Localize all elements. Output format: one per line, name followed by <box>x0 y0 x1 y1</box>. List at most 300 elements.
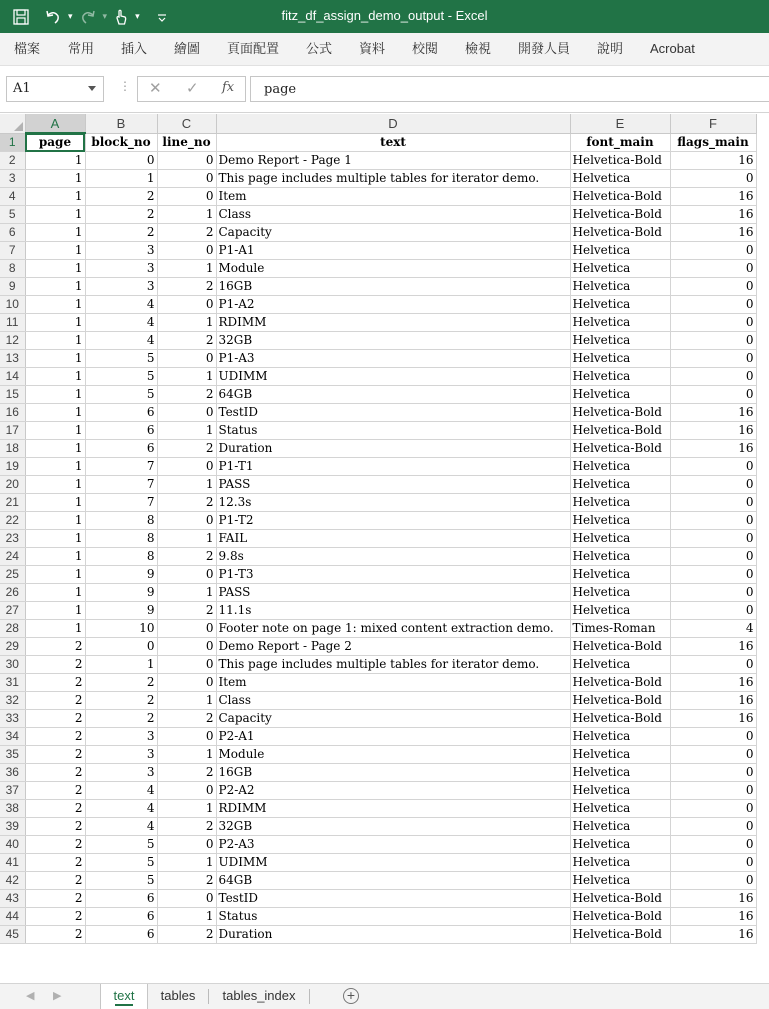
cell-f[interactable]: 16 <box>670 908 756 926</box>
cell-b[interactable]: 4 <box>85 314 157 332</box>
row-header[interactable]: 1 <box>0 133 25 152</box>
cell-e[interactable]: Helvetica-Bold <box>570 710 670 728</box>
cell-b[interactable]: 3 <box>85 242 157 260</box>
cell-c[interactable]: 0 <box>157 566 216 584</box>
cell-b[interactable]: 3 <box>85 746 157 764</box>
cell-f[interactable]: 16 <box>670 926 756 944</box>
cell-b[interactable]: 10 <box>85 620 157 638</box>
cell-a[interactable]: 1 <box>25 188 85 206</box>
cell-e[interactable]: Helvetica <box>570 800 670 818</box>
cell-f[interactable]: 16 <box>670 692 756 710</box>
column-header-e[interactable]: E <box>570 114 670 133</box>
cell-c[interactable]: 0 <box>157 188 216 206</box>
cell-e[interactable]: Helvetica-Bold <box>570 224 670 242</box>
cell-d[interactable]: 11.1s <box>216 602 570 620</box>
cell-a[interactable]: 1 <box>25 368 85 386</box>
cell-d[interactable]: Class <box>216 206 570 224</box>
formula-input[interactable]: page <box>250 76 769 102</box>
cell-f[interactable]: 0 <box>670 782 756 800</box>
cell-a1[interactable]: page <box>25 133 85 152</box>
cell-f[interactable]: 0 <box>670 764 756 782</box>
cell-f[interactable]: 16 <box>670 152 756 170</box>
cell-d[interactable]: Status <box>216 422 570 440</box>
cell-f[interactable]: 0 <box>670 872 756 890</box>
tab-acrobat[interactable]: Acrobat <box>650 41 695 56</box>
cell-b[interactable]: 1 <box>85 170 157 188</box>
row-header[interactable]: 3 <box>0 170 25 188</box>
chevron-down-icon[interactable] <box>88 86 96 91</box>
tab-review[interactable]: 校閱 <box>412 41 439 56</box>
cell-d[interactable]: RDIMM <box>216 314 570 332</box>
cell-c[interactable]: 2 <box>157 818 216 836</box>
cell-e[interactable]: Helvetica-Bold <box>570 188 670 206</box>
cell-f[interactable]: 0 <box>670 458 756 476</box>
cell-b[interactable]: 7 <box>85 458 157 476</box>
cell-d1[interactable]: text <box>216 133 570 152</box>
row-header[interactable]: 34 <box>0 728 25 746</box>
cell-c[interactable]: 0 <box>157 296 216 314</box>
cell-c[interactable]: 1 <box>157 314 216 332</box>
row-header[interactable]: 28 <box>0 620 25 638</box>
cell-a[interactable]: 1 <box>25 242 85 260</box>
cell-d[interactable]: Class <box>216 692 570 710</box>
cell-c1[interactable]: line_no <box>157 133 216 152</box>
cell-f[interactable]: 16 <box>670 422 756 440</box>
cell-c[interactable]: 2 <box>157 764 216 782</box>
cell-e[interactable]: Helvetica-Bold <box>570 404 670 422</box>
row-header[interactable]: 26 <box>0 584 25 602</box>
cell-e[interactable]: Helvetica <box>570 602 670 620</box>
row-header[interactable]: 40 <box>0 836 25 854</box>
cell-e[interactable]: Helvetica-Bold <box>570 926 670 944</box>
cell-f[interactable]: 0 <box>670 476 756 494</box>
cell-d[interactable]: Module <box>216 746 570 764</box>
cell-f[interactable]: 0 <box>670 332 756 350</box>
cell-c[interactable]: 2 <box>157 224 216 242</box>
cell-d[interactable]: Module <box>216 260 570 278</box>
cell-f[interactable]: 16 <box>670 224 756 242</box>
cell-b[interactable]: 4 <box>85 818 157 836</box>
cell-f[interactable]: 0 <box>670 386 756 404</box>
cell-d[interactable]: 9.8s <box>216 548 570 566</box>
cell-d[interactable]: P2-A1 <box>216 728 570 746</box>
cell-b[interactable]: 7 <box>85 476 157 494</box>
cell-a[interactable]: 1 <box>25 548 85 566</box>
cell-d[interactable]: 32GB <box>216 818 570 836</box>
cell-d[interactable]: Demo Report - Page 2 <box>216 638 570 656</box>
cell-e[interactable]: Helvetica <box>570 782 670 800</box>
cell-a[interactable]: 2 <box>25 638 85 656</box>
cell-c[interactable]: 2 <box>157 494 216 512</box>
tab-formulas[interactable]: 公式 <box>306 41 333 56</box>
row-header[interactable]: 11 <box>0 314 25 332</box>
cell-f1[interactable]: flags_main <box>670 133 756 152</box>
cell-b[interactable]: 3 <box>85 764 157 782</box>
cell-e[interactable]: Helvetica <box>570 836 670 854</box>
row-header[interactable]: 36 <box>0 764 25 782</box>
cell-c[interactable]: 2 <box>157 872 216 890</box>
cell-d[interactable]: Duration <box>216 926 570 944</box>
enter-icon[interactable]: ✓ <box>186 80 199 97</box>
cell-f[interactable]: 16 <box>670 440 756 458</box>
cell-f[interactable]: 0 <box>670 350 756 368</box>
cell-c[interactable]: 1 <box>157 584 216 602</box>
row-header[interactable]: 5 <box>0 206 25 224</box>
cell-e[interactable]: Helvetica <box>570 386 670 404</box>
cell-d[interactable]: Demo Report - Page 1 <box>216 152 570 170</box>
cell-d[interactable]: P1-T3 <box>216 566 570 584</box>
cell-f[interactable]: 0 <box>670 728 756 746</box>
cell-f[interactable]: 0 <box>670 818 756 836</box>
cell-d[interactable]: TestID <box>216 890 570 908</box>
cell-a[interactable]: 2 <box>25 926 85 944</box>
cell-c[interactable]: 2 <box>157 548 216 566</box>
cell-f[interactable]: 0 <box>670 278 756 296</box>
row-header[interactable]: 25 <box>0 566 25 584</box>
cell-d[interactable]: 64GB <box>216 386 570 404</box>
cell-f[interactable]: 16 <box>670 674 756 692</box>
tab-file[interactable]: 檔案 <box>14 41 41 56</box>
cell-b[interactable]: 2 <box>85 188 157 206</box>
cell-a[interactable]: 2 <box>25 854 85 872</box>
cell-e[interactable]: Helvetica <box>570 242 670 260</box>
row-header[interactable]: 45 <box>0 926 25 944</box>
cell-d[interactable]: Capacity <box>216 224 570 242</box>
cell-a[interactable]: 1 <box>25 440 85 458</box>
cell-c[interactable]: 0 <box>157 836 216 854</box>
row-header[interactable]: 2 <box>0 152 25 170</box>
row-header[interactable]: 31 <box>0 674 25 692</box>
cell-a[interactable]: 1 <box>25 386 85 404</box>
sheet-tab-tables[interactable]: tables <box>160 988 196 1003</box>
column-header-d[interactable]: D <box>216 114 570 133</box>
row-header[interactable]: 12 <box>0 332 25 350</box>
cell-f[interactable]: 0 <box>670 260 756 278</box>
cell-a[interactable]: 1 <box>25 206 85 224</box>
cell-d[interactable]: UDIMM <box>216 368 570 386</box>
cell-a[interactable]: 2 <box>25 674 85 692</box>
cell-b[interactable]: 7 <box>85 494 157 512</box>
cell-f[interactable]: 0 <box>670 530 756 548</box>
row-header[interactable]: 27 <box>0 602 25 620</box>
cell-a[interactable]: 1 <box>25 314 85 332</box>
row-header[interactable]: 35 <box>0 746 25 764</box>
cell-a[interactable]: 2 <box>25 692 85 710</box>
cancel-icon[interactable]: ✕ <box>149 80 162 97</box>
cell-a[interactable]: 2 <box>25 836 85 854</box>
cell-b[interactable]: 3 <box>85 260 157 278</box>
cell-a[interactable]: 1 <box>25 170 85 188</box>
cell-d[interactable]: This page includes multiple tables for iterator demo. <box>216 656 570 674</box>
cell-b[interactable]: 9 <box>85 584 157 602</box>
cell-c[interactable]: 1 <box>157 530 216 548</box>
row-header[interactable]: 24 <box>0 548 25 566</box>
cell-b[interactable]: 8 <box>85 512 157 530</box>
cell-b[interactable]: 6 <box>85 908 157 926</box>
row-header[interactable]: 16 <box>0 404 25 422</box>
chevron-down-icon[interactable]: ▾ <box>102 11 108 21</box>
column-header-c[interactable]: C <box>157 114 216 133</box>
cell-c[interactable]: 0 <box>157 728 216 746</box>
tab-data[interactable]: 資料 <box>359 41 386 56</box>
cell-b[interactable]: 3 <box>85 278 157 296</box>
cell-c[interactable]: 0 <box>157 152 216 170</box>
cell-e[interactable]: Helvetica-Bold <box>570 908 670 926</box>
cell-f[interactable]: 0 <box>670 368 756 386</box>
cell-b[interactable]: 2 <box>85 710 157 728</box>
cell-d[interactable]: PASS <box>216 476 570 494</box>
cell-d[interactable]: Capacity <box>216 710 570 728</box>
row-header[interactable]: 7 <box>0 242 25 260</box>
cell-c[interactable]: 1 <box>157 206 216 224</box>
cell-f[interactable]: 16 <box>670 404 756 422</box>
cell-f[interactable]: 0 <box>670 296 756 314</box>
cell-f[interactable]: 0 <box>670 800 756 818</box>
cell-b[interactable]: 0 <box>85 152 157 170</box>
cell-a[interactable]: 2 <box>25 710 85 728</box>
next-sheet-icon[interactable]: ▶ <box>53 990 62 1002</box>
column-header-a[interactable]: A <box>25 114 85 133</box>
cell-c[interactable]: 0 <box>157 674 216 692</box>
cell-d[interactable]: Item <box>216 674 570 692</box>
row-header[interactable]: 9 <box>0 278 25 296</box>
cell-c[interactable]: 1 <box>157 746 216 764</box>
cell-e[interactable]: Helvetica <box>570 764 670 782</box>
row-header[interactable]: 6 <box>0 224 25 242</box>
insert-function-icon[interactable]: fx <box>222 80 235 95</box>
cell-c[interactable]: 1 <box>157 692 216 710</box>
cell-d[interactable]: 16GB <box>216 764 570 782</box>
cell-e[interactable]: Times-Roman <box>570 620 670 638</box>
row-header[interactable]: 37 <box>0 782 25 800</box>
cell-a[interactable]: 1 <box>25 602 85 620</box>
cell-b[interactable]: 5 <box>85 872 157 890</box>
cell-f[interactable]: 16 <box>670 710 756 728</box>
cell-b[interactable]: 5 <box>85 836 157 854</box>
cell-e[interactable]: Helvetica-Bold <box>570 440 670 458</box>
cell-b[interactable]: 2 <box>85 692 157 710</box>
cell-a[interactable]: 1 <box>25 422 85 440</box>
cell-d[interactable]: 12.3s <box>216 494 570 512</box>
cell-a[interactable]: 2 <box>25 872 85 890</box>
cell-c[interactable]: 0 <box>157 656 216 674</box>
cell-f[interactable]: 0 <box>670 314 756 332</box>
row-header[interactable]: 42 <box>0 872 25 890</box>
tab-developer[interactable]: 開發人員 <box>518 41 571 56</box>
row-header[interactable]: 18 <box>0 440 25 458</box>
cell-a[interactable]: 1 <box>25 404 85 422</box>
cell-d[interactable]: Item <box>216 188 570 206</box>
cell-b[interactable]: 4 <box>85 296 157 314</box>
cell-a[interactable]: 2 <box>25 800 85 818</box>
cell-d[interactable]: P1-A2 <box>216 296 570 314</box>
cell-a[interactable]: 2 <box>25 818 85 836</box>
row-header[interactable]: 20 <box>0 476 25 494</box>
cell-c[interactable]: 2 <box>157 710 216 728</box>
cell-d[interactable]: UDIMM <box>216 854 570 872</box>
cell-f[interactable]: 0 <box>670 170 756 188</box>
cell-e[interactable]: Helvetica <box>570 170 670 188</box>
row-header[interactable]: 32 <box>0 692 25 710</box>
cell-c[interactable]: 0 <box>157 458 216 476</box>
cell-a[interactable]: 1 <box>25 476 85 494</box>
spreadsheet-grid[interactable] <box>0 114 769 983</box>
sheet-tab-text[interactable] <box>100 984 148 1009</box>
cell-a[interactable]: 2 <box>25 746 85 764</box>
cell-e[interactable]: Helvetica-Bold <box>570 692 670 710</box>
chevron-down-icon[interactable]: ▾ <box>135 11 140 21</box>
cell-b[interactable]: 4 <box>85 782 157 800</box>
cell-b[interactable]: 5 <box>85 350 157 368</box>
cell-b[interactable]: 6 <box>85 404 157 422</box>
row-header[interactable]: 38 <box>0 800 25 818</box>
cell-e[interactable]: Helvetica <box>570 584 670 602</box>
cell-a[interactable]: 1 <box>25 152 85 170</box>
cell-c[interactable]: 0 <box>157 890 216 908</box>
cell-e[interactable]: Helvetica <box>570 314 670 332</box>
cell-e1[interactable]: font_main <box>570 133 670 152</box>
cell-b[interactable]: 2 <box>85 224 157 242</box>
row-header[interactable]: 8 <box>0 260 25 278</box>
cell-c[interactable]: 2 <box>157 926 216 944</box>
cell-e[interactable]: Helvetica <box>570 494 670 512</box>
cell-c[interactable]: 2 <box>157 332 216 350</box>
cell-a[interactable]: 2 <box>25 890 85 908</box>
cell-d[interactable]: P1-T1 <box>216 458 570 476</box>
cell-b[interactable]: 4 <box>85 332 157 350</box>
cell-b1[interactable]: block_no <box>85 133 157 152</box>
cell-a[interactable]: 2 <box>25 764 85 782</box>
cell-d[interactable]: P1-A3 <box>216 350 570 368</box>
cell-e[interactable]: Helvetica-Bold <box>570 674 670 692</box>
cell-b[interactable]: 8 <box>85 530 157 548</box>
cell-a[interactable]: 1 <box>25 584 85 602</box>
row-header[interactable]: 22 <box>0 512 25 530</box>
cell-e[interactable]: Helvetica <box>570 818 670 836</box>
tab-view[interactable]: 檢視 <box>465 41 492 56</box>
cell-f[interactable]: 16 <box>670 890 756 908</box>
cell-c[interactable]: 1 <box>157 908 216 926</box>
cell-b[interactable]: 9 <box>85 566 157 584</box>
cell-c[interactable]: 1 <box>157 476 216 494</box>
name-box[interactable] <box>6 76 104 102</box>
cell-c[interactable]: 0 <box>157 350 216 368</box>
row-header[interactable]: 30 <box>0 656 25 674</box>
cell-f[interactable]: 16 <box>670 206 756 224</box>
cell-a[interactable]: 1 <box>25 512 85 530</box>
cell-c[interactable]: 2 <box>157 602 216 620</box>
cell-b[interactable]: 6 <box>85 890 157 908</box>
cell-f[interactable]: 4 <box>670 620 756 638</box>
cell-a[interactable]: 1 <box>25 350 85 368</box>
cell-e[interactable]: Helvetica <box>570 530 670 548</box>
cell-e[interactable]: Helvetica <box>570 746 670 764</box>
cell-e[interactable]: Helvetica <box>570 872 670 890</box>
row-header[interactable]: 4 <box>0 188 25 206</box>
cell-b[interactable]: 4 <box>85 800 157 818</box>
cell-b[interactable]: 9 <box>85 602 157 620</box>
cell-d[interactable]: 64GB <box>216 872 570 890</box>
cell-b[interactable]: 5 <box>85 854 157 872</box>
tab-draw[interactable]: 繪圖 <box>174 41 201 56</box>
cell-e[interactable]: Helvetica <box>570 566 670 584</box>
cell-e[interactable]: Helvetica <box>570 368 670 386</box>
cell-d[interactable]: FAIL <box>216 530 570 548</box>
cell-b[interactable]: 8 <box>85 548 157 566</box>
cell-c[interactable]: 0 <box>157 242 216 260</box>
row-header[interactable]: 33 <box>0 710 25 728</box>
select-all-button[interactable] <box>0 114 25 133</box>
cell-b[interactable]: 1 <box>85 656 157 674</box>
cell-f[interactable]: 16 <box>670 638 756 656</box>
cell-a[interactable]: 2 <box>25 656 85 674</box>
cell-d[interactable]: 16GB <box>216 278 570 296</box>
cell-d[interactable]: This page includes multiple tables for iterator demo. <box>216 170 570 188</box>
drag-handle-icon[interactable]: ⋮ <box>119 79 131 93</box>
cell-d[interactable]: TestID <box>216 404 570 422</box>
row-header[interactable]: 15 <box>0 386 25 404</box>
cell-a[interactable]: 1 <box>25 566 85 584</box>
cell-a[interactable]: 1 <box>25 494 85 512</box>
cell-b[interactable]: 0 <box>85 638 157 656</box>
cell-a[interactable]: 1 <box>25 278 85 296</box>
cell-e[interactable]: Helvetica-Bold <box>570 638 670 656</box>
cell-e[interactable]: Helvetica <box>570 512 670 530</box>
cell-c[interactable]: 1 <box>157 854 216 872</box>
cell-c[interactable]: 0 <box>157 782 216 800</box>
row-header[interactable]: 23 <box>0 530 25 548</box>
cell-b[interactable]: 3 <box>85 728 157 746</box>
cell-d[interactable]: RDIMM <box>216 800 570 818</box>
cell-d[interactable]: PASS <box>216 584 570 602</box>
cell-c[interactable]: 1 <box>157 422 216 440</box>
cell-a[interactable]: 1 <box>25 458 85 476</box>
cell-c[interactable]: 0 <box>157 404 216 422</box>
cell-f[interactable]: 0 <box>670 548 756 566</box>
cell-d[interactable]: P1-A1 <box>216 242 570 260</box>
cell-b[interactable]: 2 <box>85 674 157 692</box>
row-header[interactable]: 10 <box>0 296 25 314</box>
cell-a[interactable]: 1 <box>25 296 85 314</box>
cell-b[interactable]: 5 <box>85 368 157 386</box>
cell-e[interactable]: Helvetica-Bold <box>570 890 670 908</box>
cell-d[interactable]: P1-T2 <box>216 512 570 530</box>
tab-insert[interactable]: 插入 <box>121 41 148 56</box>
cell-c[interactable]: 0 <box>157 620 216 638</box>
cell-f[interactable]: 0 <box>670 854 756 872</box>
cell-a[interactable]: 2 <box>25 728 85 746</box>
cell-c[interactable]: 1 <box>157 800 216 818</box>
row-header[interactable]: 13 <box>0 350 25 368</box>
cell-c[interactable]: 2 <box>157 440 216 458</box>
tab-page-layout[interactable]: 頁面配置 <box>227 41 280 56</box>
cell-c[interactable]: 0 <box>157 512 216 530</box>
cell-e[interactable]: Helvetica-Bold <box>570 206 670 224</box>
cell-f[interactable]: 0 <box>670 656 756 674</box>
tab-home[interactable]: 常用 <box>68 41 95 56</box>
cell-c[interactable]: 1 <box>157 368 216 386</box>
cell-f[interactable]: 0 <box>670 602 756 620</box>
cell-e[interactable]: Helvetica-Bold <box>570 422 670 440</box>
sheet-tab-tables-index[interactable]: tables_index <box>222 988 296 1003</box>
cell-f[interactable]: 0 <box>670 512 756 530</box>
column-header-b[interactable]: B <box>85 114 157 133</box>
cell-e[interactable]: Helvetica <box>570 332 670 350</box>
cell-a[interactable]: 1 <box>25 620 85 638</box>
cell-c[interactable]: 2 <box>157 278 216 296</box>
add-sheet-button[interactable]: + <box>343 988 359 1004</box>
cell-d[interactable]: Duration <box>216 440 570 458</box>
